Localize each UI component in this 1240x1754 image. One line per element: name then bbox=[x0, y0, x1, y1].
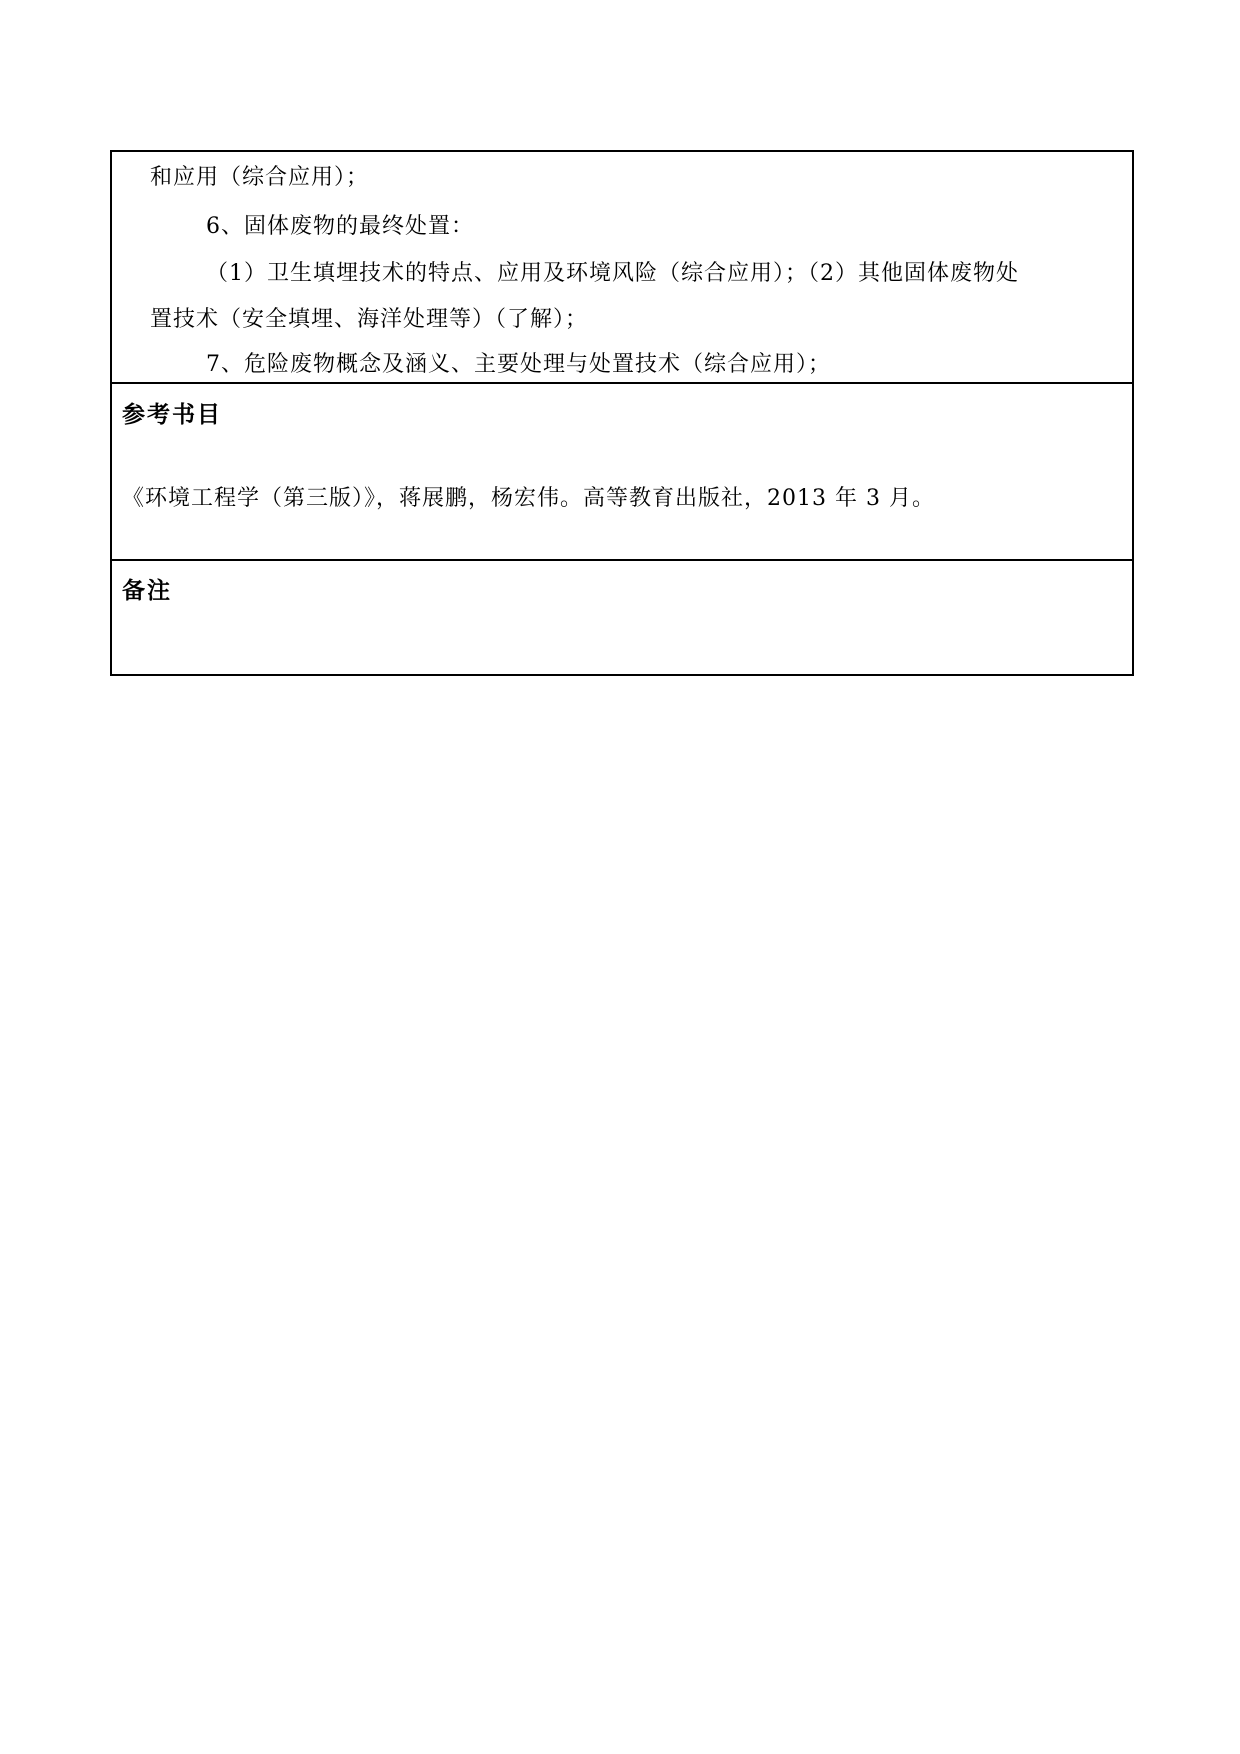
content-line: 置技术（安全填埋、海洋处理等）（了解）； bbox=[150, 307, 589, 332]
content-line: 和应用（综合应用）； bbox=[150, 165, 370, 190]
references-cell bbox=[112, 384, 1132, 561]
content-line: （1）卫生填埋技术的特点、应用及环境风险（综合应用）；（2）其他固体废物处 bbox=[206, 261, 1019, 286]
syllabus-table bbox=[110, 150, 1134, 676]
content-line: 6、固体废物的最终处置： bbox=[206, 214, 474, 239]
notes-cell bbox=[112, 561, 1132, 674]
notes-heading: 备注 bbox=[122, 577, 172, 604]
content-cell bbox=[112, 152, 1132, 384]
content-line: 7、危险废物概念及涵义、主要处理与处置技术（综合应用）； bbox=[206, 352, 831, 377]
reference-entry: 《环境工程学（第三版）》，蒋展鹏，杨宏伟。高等教育出版社，2013 年 3 月。 bbox=[122, 486, 935, 511]
references-heading: 参考书目 bbox=[122, 401, 222, 428]
